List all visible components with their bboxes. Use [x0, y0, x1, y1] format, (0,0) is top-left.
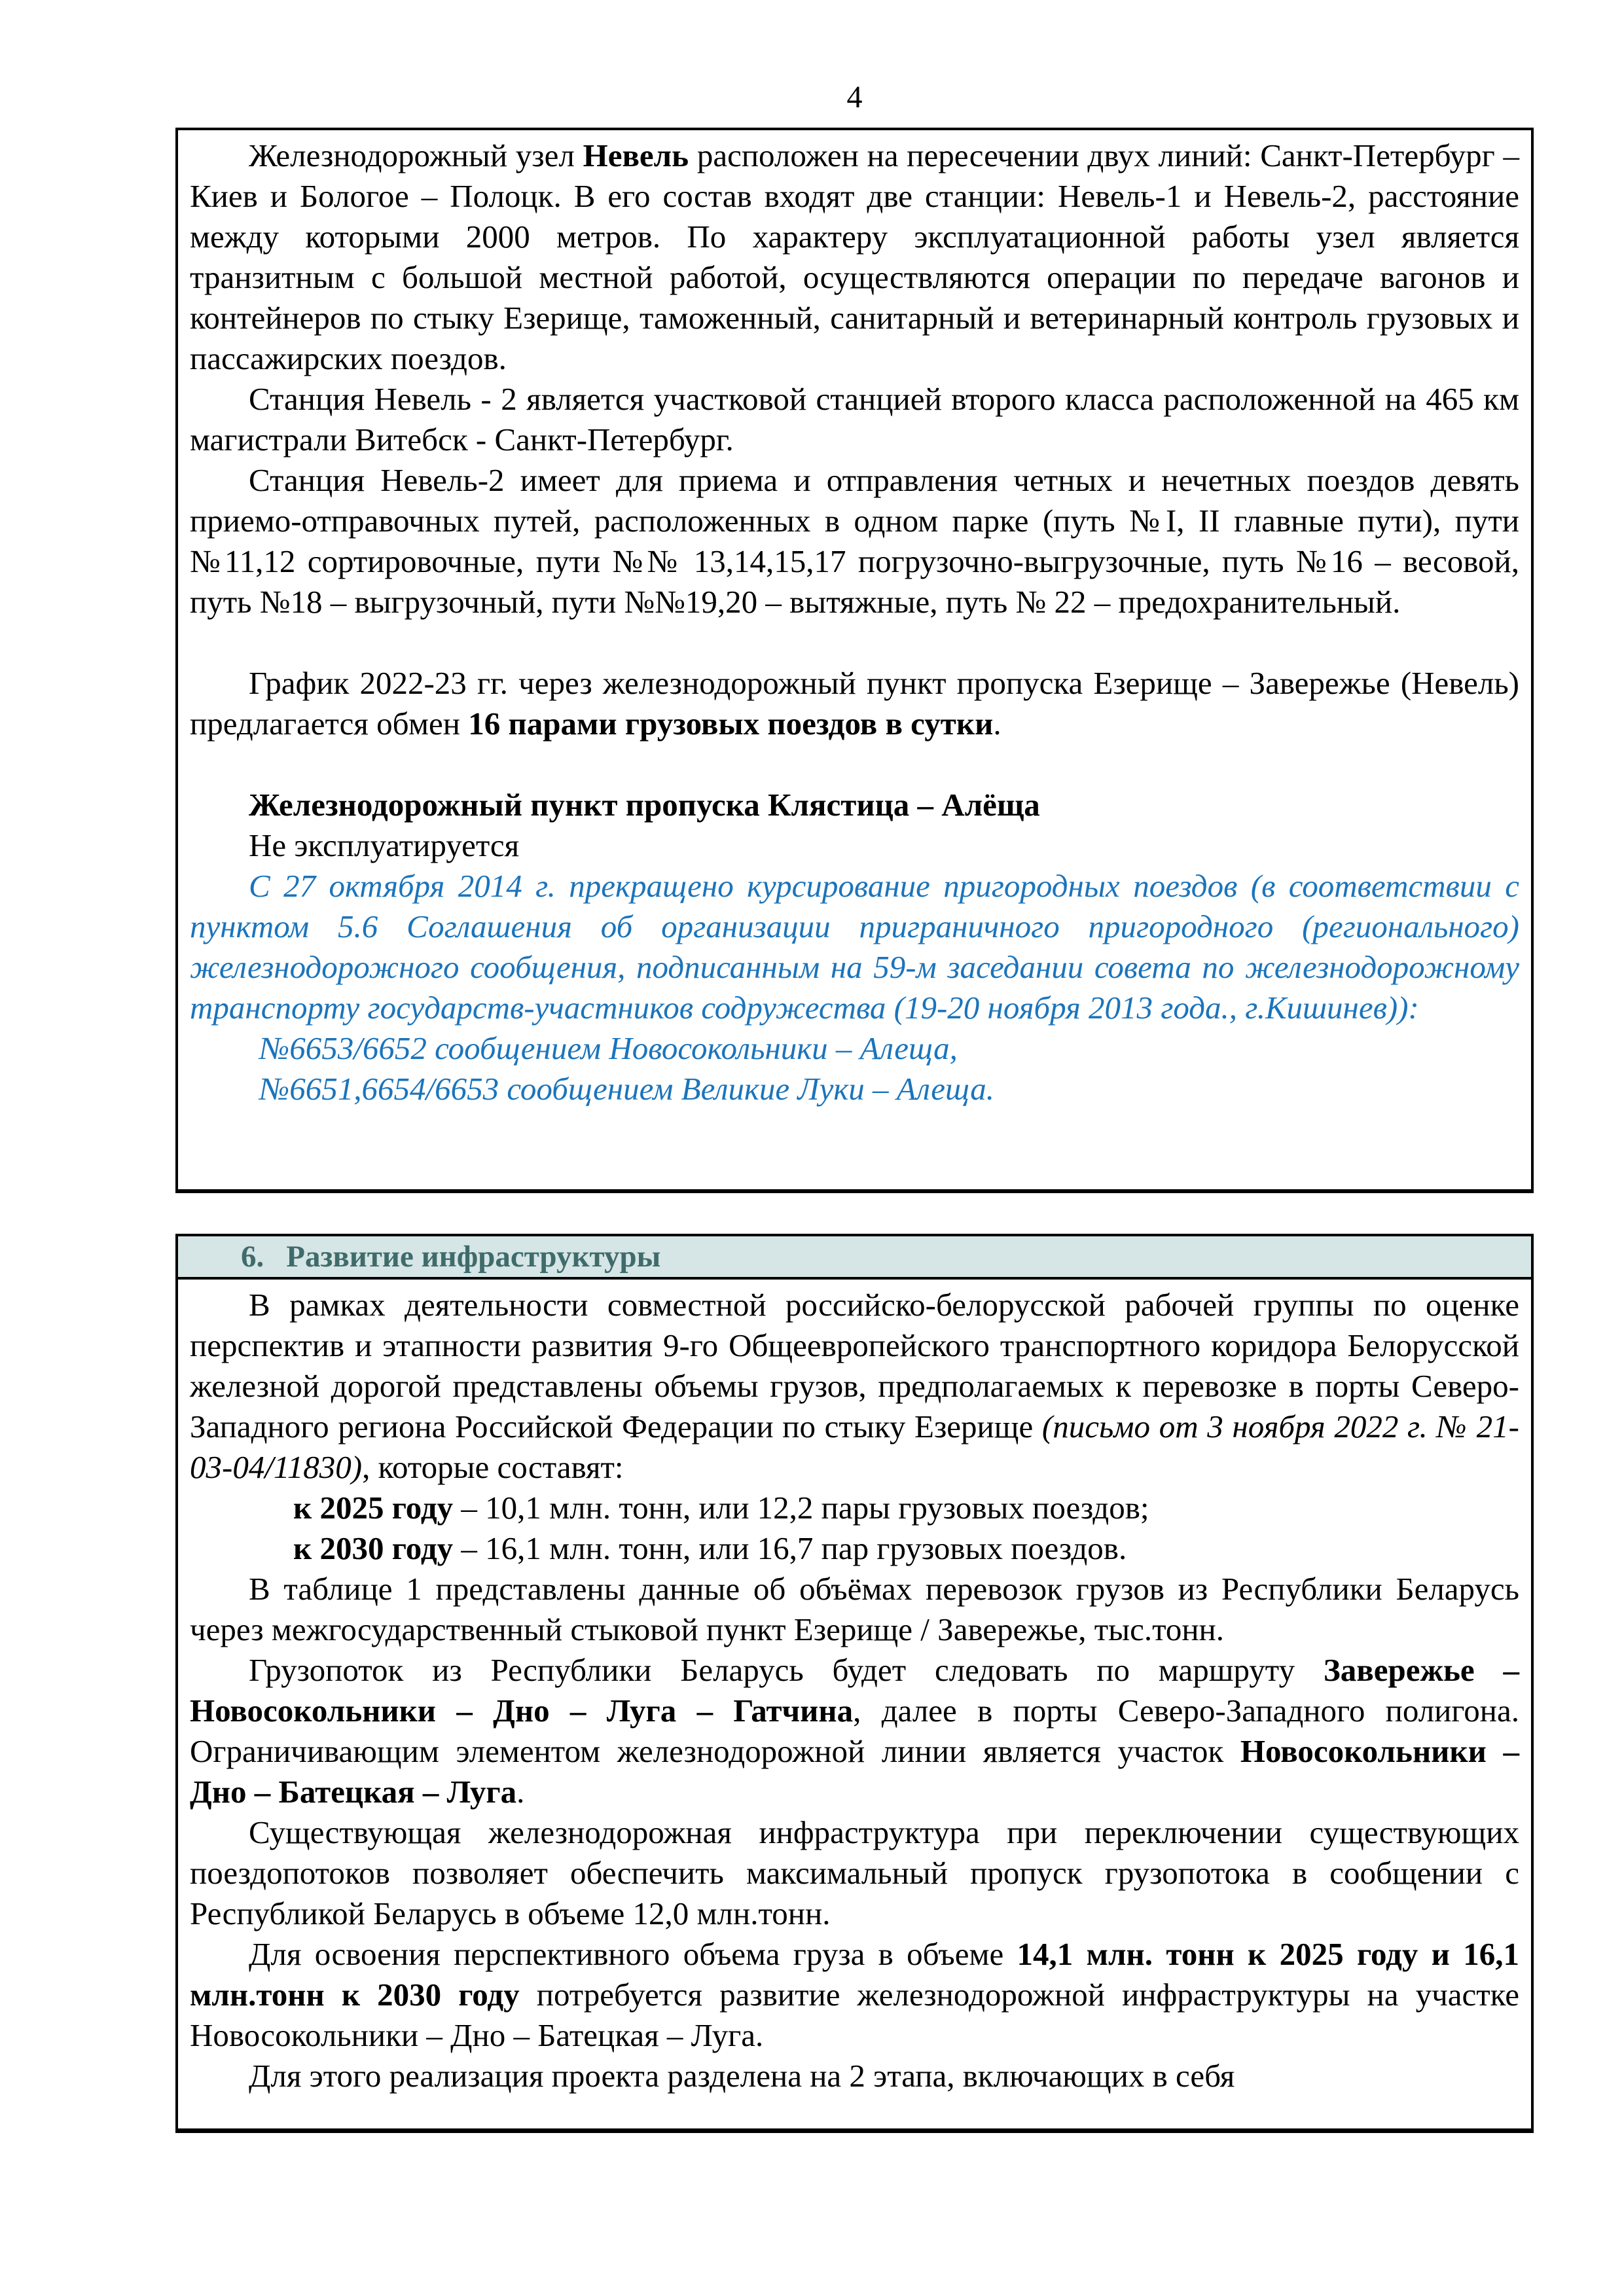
paragraph [190, 379, 1519, 460]
text-run: Железнодорожный узел [249, 137, 583, 173]
paragraph [190, 1488, 1519, 1528]
text-run: Невель [583, 137, 689, 173]
text-run: (письмо от 3 ноября 2022 г. № 21-03-04/11830) [190, 1408, 1519, 1485]
text-run: . [516, 1774, 525, 1810]
section-title: Развитие инфраструктуры [286, 1240, 661, 1274]
paragraph [190, 825, 1519, 866]
text-run: расположен на пересечении двух линий: Санкт-Петербург – Киев и Бологое – Полоцк. В его состав входят две станции: Невель-1 и Невель-2, расстояние между которыми 2000 метров. По характеру эксплуатационной работы узел является транзитным с большой местной работой, осуществляются операции по передаче вагонов и контейнеров по стыку Езерище, таможенный, санитарный и ветеринарный контроль грузовых и пассажирских поездов. [190, 137, 1519, 376]
paragraph [190, 1934, 1519, 2056]
blank-line [190, 744, 1519, 785]
infrastructure-text-box [175, 1277, 1534, 2133]
text-run: Для этого реализация проекта разделена на 2 этапа, включающих в себя [249, 2058, 1235, 2094]
text-run: С 27 октября 2014 г. прекращено курсирование пригородных поездов (в соответствии с пунктом 5.6 Соглашения об организации приграничного пригородного (регионального) железнодорожного сообщения, подписанным на 59-м заседании совета по железнодорожному транспорту государств-участников содружества (19-20 ноября 2013 года., г.Кишинев)): [190, 868, 1519, 1026]
text-run: №6653/6652 сообщением Новосокольники – Алеща, [259, 1030, 958, 1066]
paragraph [190, 1812, 1519, 1934]
paragraph [190, 2056, 1519, 2096]
text-run: Не эксплуатируется [249, 827, 520, 863]
section-number: 6. [241, 1240, 264, 1274]
text-run: Грузопоток из Республики Беларусь будет следовать по маршруту [249, 1652, 1324, 1688]
text-run: , которые составят: [362, 1449, 624, 1485]
content-column [175, 0, 1534, 2133]
text-run: Завережье – Новосокольники – Дно – Луга – Гатчина [190, 1652, 1519, 1729]
text-run: к 2030 году [293, 1530, 454, 1566]
text-run: Станция Невель - 2 является участковой станцией второго класса расположенной на 465 км магистрали Витебск - Санкт-Петербург. [190, 381, 1519, 457]
text-run: №6651,6654/6653 сообщением Великие Луки – Алеща. [259, 1071, 994, 1107]
paragraph [190, 1285, 1519, 1488]
text-run: Для освоения перспективного объема груза в объеме [249, 1936, 1017, 1972]
paragraph [190, 1569, 1519, 1650]
text-run: , далее в порты Северо-Западного полигона. Ограничивающим элементом железнодорожной линии является участок [190, 1693, 1520, 1769]
text-run: График 2022-23 гг. через железнодорожный пункт пропуска Езерище – Завережье (Невель) предлагается обмен [190, 665, 1519, 742]
section-heading-band [175, 1234, 1534, 1277]
text-run: 16 парами грузовых поездов в сутки [468, 706, 994, 742]
paragraph [190, 1069, 1519, 1109]
paragraph [190, 785, 1519, 825]
paragraph [190, 460, 1519, 622]
text-run: Существующая железнодорожная инфраструктура при переключении существующих поездопотоков позволяет обеспечить максимальный пропуск грузопотока в сообщении с Республикой Беларусь в объеме 12,0 млн.тонн. [190, 1814, 1519, 1931]
text-run: Новосокольники – Дно – Батецкая – Луга [190, 1733, 1519, 1810]
text-run: . [993, 706, 1001, 742]
paragraph [190, 1650, 1519, 1812]
text-run: – 16,1 млн. тонн, или 16,7 пар грузовых поездов. [453, 1530, 1127, 1566]
paragraph [190, 1028, 1519, 1069]
nevel-node-text-box [175, 128, 1534, 1193]
text-run: В рамках деятельности совместной российско-белорусской рабочей группы по оценке перспектив и этапности развития 9-го Общеевропейского транспортного коридора Белорусской железной дорогой представлены объемы грузов, предполагаемых к перевозке в порты Северо-Западного региона Российской Федерации по стыку Езерище [190, 1287, 1519, 1444]
text-run: – 10,1 млн. тонн, или 12,2 пары грузовых поездов; [453, 1490, 1149, 1526]
paragraph [190, 866, 1519, 1028]
blank-line [190, 622, 1519, 663]
text-run: В таблице 1 представлены данные об объёмах перевозок грузов из Республики Беларусь через межгосударственный стыковой пункт Езерище / Завережье, тыс.тонн. [190, 1571, 1519, 1647]
paragraph [190, 1528, 1519, 1569]
text-run: Железнодорожный пункт пропуска Клястица – Алёща [249, 787, 1040, 823]
paragraph [190, 135, 1519, 379]
text-run: к 2025 году [293, 1490, 454, 1526]
text-run: Станция Невель-2 имеет для приема и отправления четных и нечетных поездов девять приемо-отправочных путей, расположенных в одном парке (путь №I, II главные пути), пути №11,12 сортировочные, пути №№ 13,14,15,17 погрузочно-выгрузочные, путь №16 – весовой, путь №18 – выгрузочный, пути №№19,20 – вытяжные, путь № 22 – предохранительный. [190, 462, 1519, 620]
text-run: потребуется развитие железнодорожной инфраструктуры на участке Новосокольники – Дно – Батецкая – Луга. [190, 1977, 1519, 2053]
text-run: 14,1 млн. тонн к 2025 году и 16,1 млн.тонн к 2030 году [190, 1936, 1519, 2013]
page-number: 4 [846, 80, 863, 115]
paragraph [190, 663, 1519, 744]
